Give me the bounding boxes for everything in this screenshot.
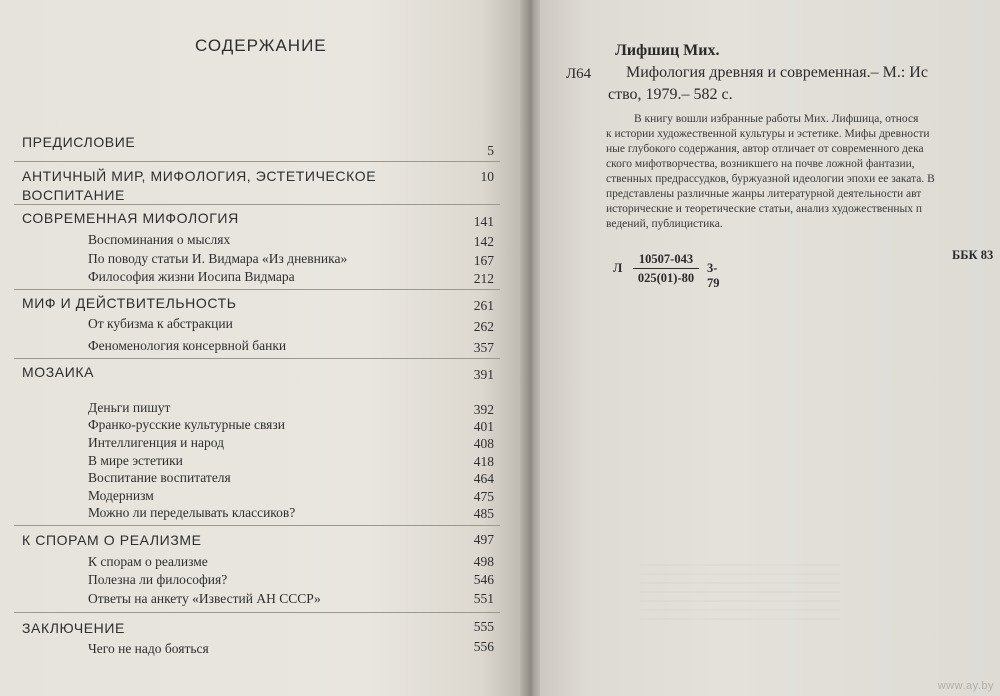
toc-section-title: ЗАКЛЮЧЕНИЕ	[22, 620, 125, 636]
page-title: СОДЕРЖАНИЕ	[195, 36, 327, 55]
toc-section-page: 391	[473, 367, 494, 382]
toc-section-page: 10	[480, 169, 494, 184]
toc-item: Феноменология консервной банки	[88, 338, 287, 353]
toc-item-page: 212	[473, 271, 494, 286]
toc-section-title: ПРЕДИСЛОВИЕ	[22, 134, 136, 150]
toc-section-title: К СПОРАМ О РЕАЛИЗМЕ	[22, 532, 202, 548]
toc-item: Модернизм	[88, 488, 154, 503]
book-title-line: Мифология древняя и современная.– М.: Ис	[626, 64, 928, 81]
book-publication-line: ство, 1979.– 582 с.	[608, 86, 733, 103]
toc-item: Полезна ли философия?	[88, 572, 228, 587]
divider	[14, 161, 500, 162]
annotation-line: В книгу вошли избранные работы Мих. Лифшица, относя	[634, 113, 919, 125]
toc-item-page: 392	[473, 402, 494, 417]
toc-item-page: 167	[473, 253, 494, 268]
toc-item: Интеллигенция и народ	[88, 435, 224, 450]
annotation-line: представлены различные жанры литературной деятельности авт	[606, 188, 922, 200]
toc-item-page: 546	[473, 572, 494, 587]
toc-item-page: 408	[473, 436, 494, 451]
book-author: Лифшиц Мих.	[615, 42, 720, 59]
toc-item: Ответы на анкету «Известий АН СССР»	[88, 591, 321, 606]
toc-item-page: 551	[473, 591, 494, 606]
divider	[14, 525, 500, 526]
toc-item-page: 556	[473, 639, 494, 654]
toc-item-page: 357	[473, 340, 494, 355]
annotation-line: к истории художественной культуры и эстетике. Мифы древности	[606, 128, 930, 140]
formula-numerator: 10507-043	[633, 252, 699, 269]
divider	[14, 204, 500, 205]
toc-section-title-line2: ВОСПИТАНИЕ	[22, 187, 125, 203]
toc-item: В мире эстетики	[88, 453, 183, 468]
toc-item-page: 142	[473, 234, 494, 249]
annotation-line: ные глубокого содержания, автор отличает от современного дека	[606, 143, 924, 155]
toc-item: Чего не надо бояться	[88, 641, 209, 656]
toc-item: По поводу статьи И. Видмара «Из дневника»	[88, 251, 348, 266]
annotation-line: исторические и теоретические статьи, анализ художественных п	[606, 203, 923, 215]
toc-item-page: 475	[473, 489, 494, 504]
toc-section-page: 141	[473, 214, 494, 229]
toc-section-title: АНТИЧНЫЙ МИР, МИФОЛОГИЯ, ЭСТЕТИЧЕСКОЕ	[22, 168, 377, 184]
bbk-code: ББК 83	[952, 248, 994, 262]
toc-item-page: 464	[473, 471, 494, 486]
toc-section-page: 261	[473, 298, 494, 313]
formula-letter: Л	[613, 261, 623, 275]
annotation-line: ведений, публицистика.	[606, 218, 723, 230]
toc-item: Воспитание воспитателя	[88, 470, 231, 485]
divider	[14, 612, 500, 613]
toc-section-page: 497	[473, 532, 494, 547]
toc-item-page: 418	[473, 454, 494, 469]
toc-item: К спорам о реализме	[88, 554, 208, 569]
toc-item: Деньги пишут	[88, 400, 171, 415]
formula-denominator: 025(01)-80	[637, 271, 695, 285]
divider	[14, 358, 500, 359]
toc-item: Философия жизни Иосипа Видмара	[88, 269, 295, 284]
toc-item: Франко-русские культурные связи	[88, 417, 285, 432]
annotation-line: ского мифотворчества, возникшего на почве ложной фантазии,	[606, 158, 915, 170]
toc-section-title: МИФ И ДЕЙСТВИТЕЛЬНОСТЬ	[22, 295, 237, 311]
toc-section-title: СОВРЕМЕННАЯ МИФОЛОГИЯ	[22, 210, 239, 226]
show-through-shadow	[640, 560, 840, 620]
toc-section-page: 555	[473, 619, 494, 634]
toc-section-title: МОЗАИКА	[22, 364, 95, 380]
toc-section-page: 5	[487, 143, 494, 158]
library-cipher: Л64	[566, 66, 592, 82]
toc-item-page: 485	[473, 506, 494, 521]
right-page	[540, 0, 1000, 696]
divider	[14, 289, 500, 290]
annotation-line: ственных предрассудков, буржуазной идеологии эпохи ее заката. В	[606, 173, 935, 185]
toc-item: Можно ли переделывать классиков?	[88, 505, 296, 520]
toc-item: От кубизма к абстракции	[88, 316, 233, 331]
toc-item-page: 262	[473, 319, 494, 334]
watermark: www.ay.by	[937, 680, 994, 692]
formula-code: 3-79	[707, 261, 720, 290]
toc-item: Воспоминания о мыслях	[88, 232, 231, 247]
toc-item-page: 401	[473, 419, 494, 434]
toc-item-page: 498	[473, 554, 494, 569]
